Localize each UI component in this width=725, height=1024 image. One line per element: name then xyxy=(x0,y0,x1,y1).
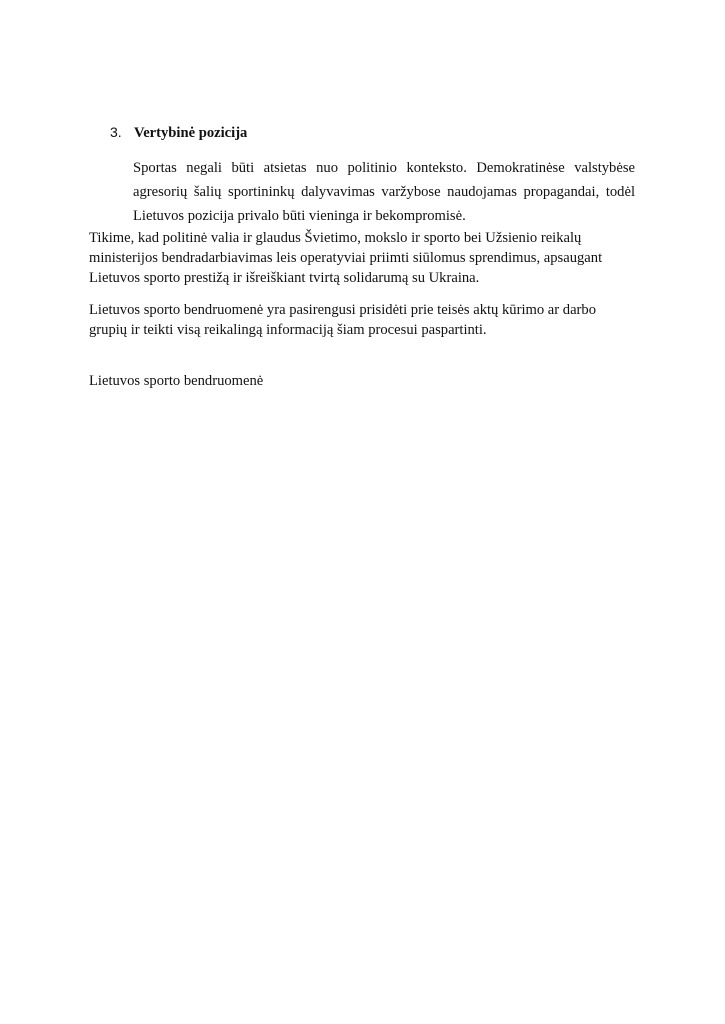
signature: Lietuvos sporto bendruomenė xyxy=(89,373,264,389)
paragraph-line: grupių ir teikti visą reikalingą informaciją šiam procesui paspartinti. xyxy=(89,322,487,338)
paragraph-line: Lietuvos sporto prestižą ir išreiškiant tvirtą solidarumą su Ukraina. xyxy=(89,270,480,286)
section-number: 3. xyxy=(110,124,122,140)
paragraph-readiness xyxy=(89,300,609,340)
section-heading xyxy=(110,123,247,143)
paragraph-line: Tikime, kad politinė valia ir glaudus Švietimo, mokslo ir sporto bei Užsienio reikalų xyxy=(89,230,582,246)
section-body: Sportas negali būti atsietas nuo politinio konteksto. Demokratinėse valstybėse agresorių šalių sportininkų dalyvavimas varžybose naudojamas propagandai, todėl Lietuvos pozicija privalo būti vieninga ir bekompromisė. xyxy=(133,160,635,225)
paragraph-line: ministerijos bendradarbiavimas leis operatyviai priimti siūlomus sprendimus, apsaugant xyxy=(89,250,603,266)
paragraph-line: Lietuvos sporto bendruomenė yra pasirengusi prisidėti prie teisės aktų kūrimo ar darbo xyxy=(89,302,597,318)
section-title: Vertybinė pozicija xyxy=(134,125,248,141)
paragraph-cooperation xyxy=(89,228,609,288)
